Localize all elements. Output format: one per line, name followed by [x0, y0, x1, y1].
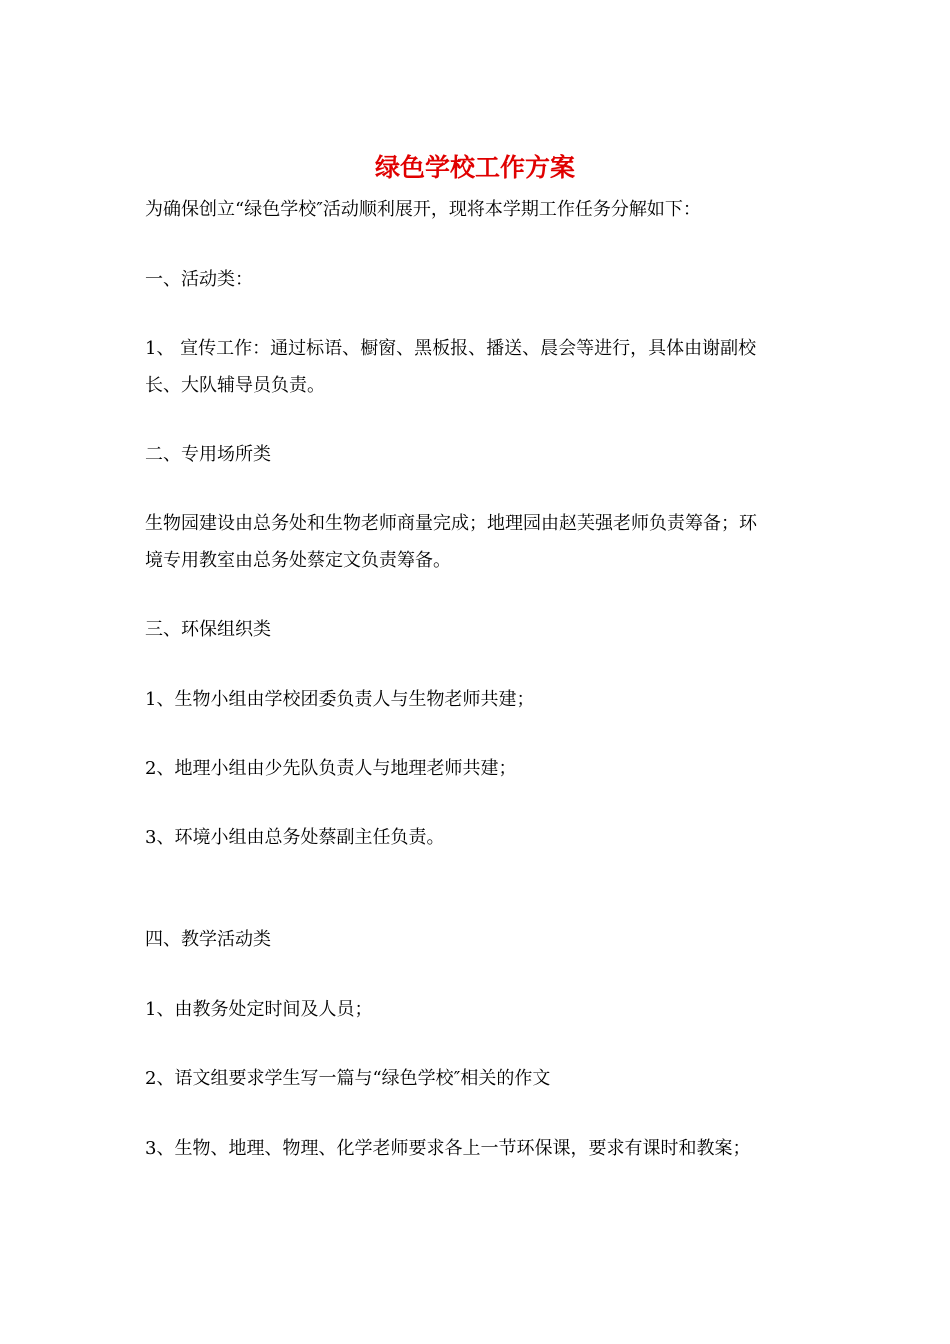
section-2-heading: 二、专用场所类 — [145, 444, 271, 465]
section-4-item-1: 1、由教务处定时间及人员； — [145, 999, 373, 1020]
section-1-item-1-line-1: 1、 宣传工作：通过标语、橱窗、黑板报、播送、晨会等进行，具体由谢副校 — [145, 338, 757, 359]
section-3-item-3: 3、环境小组由总务处蔡副主任负责。 — [145, 827, 445, 848]
section-2-paragraph-line-1: 生物园建设由总务处和生物老师商量完成；地理园由赵芙强老师负责筹备；环 — [145, 513, 757, 534]
section-2-paragraph-line-2: 境专用教室由总务处蔡定文负责筹备。 — [145, 550, 451, 571]
section-3-item-2: 2、地理小组由少先队负责人与地理老师共建； — [145, 758, 517, 779]
document-title: 绿色学校工作方案 — [374, 153, 575, 182]
intro-paragraph: 为确保创立“绿色学校″活动顺利展开，现将本学期工作任务分解如下： — [145, 199, 701, 220]
section-3-item-1: 1、生物小组由学校团委负责人与生物老师共建； — [145, 689, 535, 710]
section-4-item-2: 2、语文组要求学生写一篇与“绿色学校″相关的作文 — [145, 1068, 551, 1089]
section-1-item-1-line-2: 长、大队辅导员负责。 — [145, 375, 325, 396]
section-3-heading: 三、环保组织类 — [145, 619, 271, 640]
section-4-heading: 四、教学活动类 — [145, 929, 271, 950]
section-1-heading: 一、活动类： — [145, 269, 253, 290]
section-4-item-3: 3、生物、地理、物理、化学老师要求各上一节环保课，要求有课时和教案； — [145, 1138, 751, 1159]
